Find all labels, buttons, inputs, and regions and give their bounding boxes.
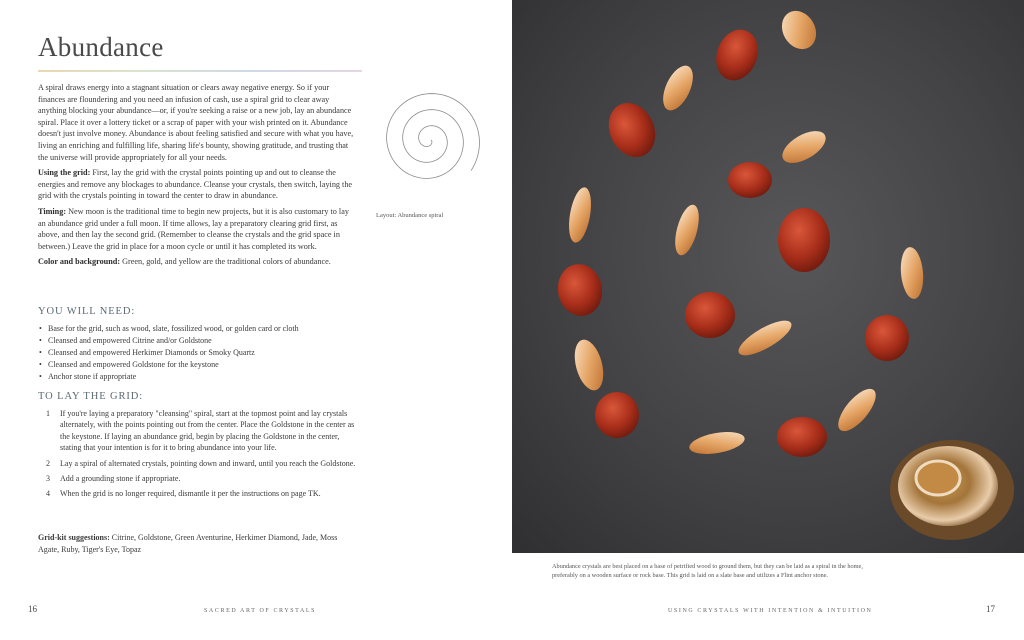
citrine [657,61,699,115]
flint-center [916,461,960,495]
spiral-caption: Layout: Abundance spiral [376,212,444,219]
step-item [38,488,360,499]
body-text [38,82,358,272]
step-item [38,458,360,469]
step-item [38,408,360,454]
citrine [565,186,594,245]
title-rule [38,70,362,72]
goldstone [778,208,830,272]
list-item: • Cleansed and empowered Herkimer Diamonds or Smoky Quartz [38,347,358,359]
step-text: Lay a spiral of alternated crystals, pointing down and inward, until you reach the Goldstone. [60,458,356,468]
need-heading: YOU WILL NEED: [38,306,136,317]
color-label: Color and background: [38,257,121,267]
page-number-right: 17 [986,604,995,614]
goldstones [554,24,909,457]
kit-label: Grid-kit suggestions: [38,533,110,542]
kit-text: Citrine, Goldstone, Green Aventurine, Herkimer Diamond, Jade, Moss Agate, Ruby, Tiger's Eye, Topaz [38,533,338,554]
goldstone [728,162,772,198]
using-label: Using the grid: [38,168,91,178]
page-title: Abundance [38,32,164,62]
goldstone [709,24,764,87]
goldstone [777,417,827,457]
running-head-right: USING CRYSTALS WITH INTENTION & INTUITION [668,608,873,614]
crystal-grid-photo [512,0,1024,553]
step-number: 4 [46,489,50,499]
using-paragraph [38,167,358,202]
flint-anchor-stone [890,440,1014,540]
steps-list [38,408,360,504]
list-item: • Cleansed and empowered Citrine and/or Goldstone [38,335,358,347]
step-number: 2 [46,458,50,468]
spiral-diagram [374,82,484,212]
citrine [570,337,609,394]
goldstone [554,261,606,320]
need-list [38,323,358,383]
timing-label: Timing: [38,206,67,216]
using-text: First, lay the grid with the crystal points pointing up and out to cleanse the energies and remove any blockages to abundance. Cleanse your crystals, then switch, laying the grid with the crystals pointing in toward the center to draw in abundance. [38,168,353,201]
timing-paragraph [38,206,358,252]
citrine [671,202,704,257]
step-number: 3 [46,474,50,484]
citrine [777,125,831,170]
goldstone [595,392,639,438]
goldstone [600,95,664,164]
citrine [688,428,747,457]
citrine [775,5,823,56]
color-text: Green, gold, and yellow are the traditional colors of abundance. [122,257,331,267]
photo-caption: Abundance crystals are best placed on a base of petrified wood to ground them, but they can be laid as a spiral in the home, preferably on a wooden surface or rock base. This grid is laid on a slate base and utilizes a Flint anchor stone. [552,563,863,579]
timing-text: New moon is the traditional time to begin new projects, but it is also customary to lay an abundance grid under a full moon. If time allows, lay a preparatory clearing grid first, as above, and then lay the second grid. (Remember to cleanse the crystals and the grid space in between.) Leave the grid in place for a moon cycle or until it has completed its work. [38,206,349,251]
list-item: • Anchor stone if appropriate [38,371,358,383]
list-item: • Cleansed and empowered Goldstone for the keystone [38,359,358,371]
step-item [38,473,360,484]
crystal-spiral-image [512,0,1024,553]
goldstone [685,292,735,338]
step-text: Add a grounding stone if appropriate. [60,474,181,484]
step-text: If you're laying a preparatory "cleansing" spiral, start at the topmost point and lay crystals alternately, with the points pointing out from the center. Place the Goldstone in the center as the keystone. If laying an abundance grid, begin by placing the Goldstone in the center, stating that your intention is for it to bring abundance into your life. [60,409,355,453]
spiral-icon [374,82,484,212]
citrine [899,246,925,300]
page-number-left: 16 [28,604,37,614]
intro-paragraph: A spiral draws energy into a stagnant situation or clears away negative energy. So if your finances are floundering and you need an infusion of cash, use a spiral grid to clear away anything blocking your abundance—or, if you're seeking a raise or a new job, lay an abundance spiral. Place it over a lottery ticket or a scrap of paper with your wish printed on it. Abundance doesn't just involve money. Abundance is about feeling satisfied and secure with what you have, living an enriching and fulfilling life, sharing life's bounty, showing gratitude, and trusting that the universe will provide appropriately for all your needs. [38,83,354,162]
color-paragraph [38,256,358,268]
running-head-left: SACRED ART OF CRYSTALS [204,608,317,614]
citrine [734,314,796,361]
grid-kit-suggestions [38,532,358,555]
goldstone [865,315,909,361]
step-number: 1 [46,409,50,418]
citrine [832,383,882,437]
step-text: When the grid is no longer required, dismantle it per the instructions on page TK. [60,489,321,499]
lay-heading: TO LAY THE GRID: [38,391,144,402]
right-page [512,0,1024,640]
list-item: • Base for the grid, such as wood, slate, fossilized wood, or golden card or cloth [38,323,358,335]
